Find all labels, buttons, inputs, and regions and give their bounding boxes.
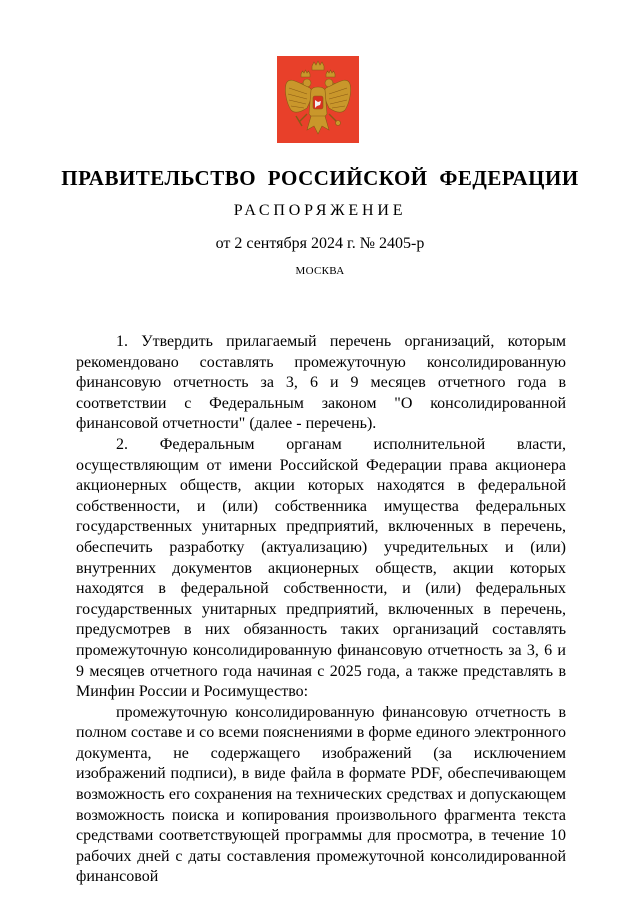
document-type: РАСПОРЯЖЕНИЕ bbox=[233, 202, 407, 219]
document-city: МОСКВА bbox=[295, 265, 345, 277]
government-title: ПРАВИТЕЛЬСТВО РОССИЙСКОЙ ФЕДЕРАЦИИ bbox=[61, 166, 579, 190]
paragraph-item-1: 1. Утвердить прилагаемый перечень организаций, которым рекомендовано составлять промежуточную консолидированную финансовую отчетность за 3, 6 и 9 месяцев отчетного года в соответствии с Федеральным законом "О консолидированной финансовой отчетности" (далее - перечень). bbox=[76, 333, 566, 433]
document-date-number: от 2 сентября 2024 г. № 2405-р bbox=[215, 235, 425, 252]
paragraph-item-2: 2. Федеральным органам исполнительной власти, осуществляющим от имени Российской Федерации права акционера акционерных обществ, акции которых находятся в федеральной собственности, и (или) собственника имущества федеральных государственных унитарных предприятий, включенных в перечень, обеспечить разработку (актуализацию) учредительных и (или) внутренних документов акционерных обществ, акции которых находятся в федеральной собственности, и (или) федеральных государственных унитарных предприятий, включенных в перечень, предусмотрев в них обязанность таких организаций составлять промежуточную консолидированную финансовую отчетность за 3, 6 и 9 месяцев отчетного года начиная с 2025 года, а также представлять в Минфин России и Росимущество: bbox=[76, 435, 566, 701]
document-body bbox=[76, 332, 566, 888]
paragraph-subitem: промежуточную консолидированную финансовую отчетность в полном составе и со всеми пояснениями в форме единого электронного документа, не содержащего изображений (за исключением изображений подписи), в виде файла в формате PDF, обеспечивающем возможность его сохранения на технических средствах и допускающем возможность поиска и копирования произвольного фрагмента текста средствами соответствующей программы для просмотра, в течение 10 рабочих дней с даты составления промежуточной консолидированной финансовой bbox=[76, 703, 566, 886]
russian-coat-of-arms-icon bbox=[277, 56, 359, 143]
